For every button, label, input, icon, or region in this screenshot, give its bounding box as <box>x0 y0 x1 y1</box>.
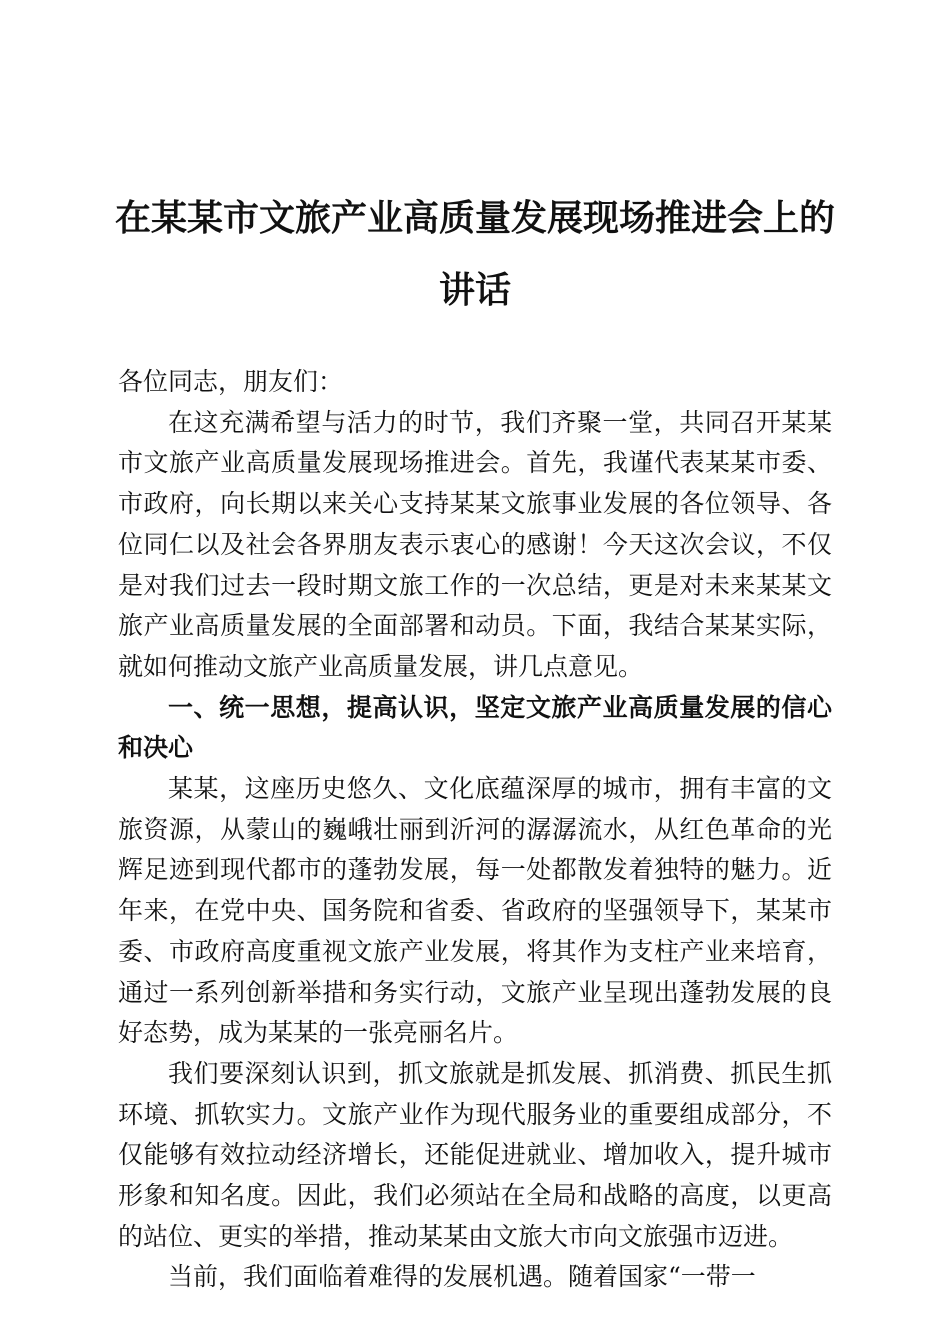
document-body <box>118 362 832 1298</box>
document-title-line-2: 讲话 <box>438 269 511 311</box>
paragraph-opportunities: 当前，我们面临着难得的发展机遇。随着国家“一带一 <box>168 1262 756 1292</box>
paragraph-intro: 在这充满希望与活力的时节，我们齐聚一堂，共同召开某某市文旅产业高质量发展现场推进会。首先，我谨代表某某市委、市政府，向长期以来关心支持某某文旅事业发展的各位领导、各位同仁以及社会各界朋友表示衷心的感谢！今天这次会议，不仅是对我们过去一段时期文旅工作的一次总结，更是对未来某某文旅产业高质量发展的全面部署和动员。下面，我结合某某实际，就如何推动文旅产业高质量发展，讲几点意见。 <box>118 407 832 681</box>
salutation: 各位同志，朋友们： <box>118 367 344 396</box>
section-heading-1: 一、统一思想，提高认识，坚定文旅产业高质量发展的信心和决心 <box>118 692 832 763</box>
paragraph-city-overview: 某某，这座历史悠久、文化底蕴深厚的城市，拥有丰富的文旅资源，从蒙山的巍峨壮丽到沂河的潺潺流水，从红色革命的光辉足迹到现代都市的蓬勃发展，每一处都散发着独特的魅力。近年来，在党中央、国务院和省委、省政府的坚强领导下，某某市委、市政府高度重视文旅产业发展，将其作为支柱产业来培育，通过一系列创新举措和务实行动，文旅产业呈现出蓬勃发展的良好态势，成为某某的一张亮丽名片。 <box>118 774 832 1048</box>
paragraph-importance: 我们要深刻认识到，抓文旅就是抓发展、抓消费、抓民生抓环境、抓软实力。文旅产业作为现代服务业的重要组成部分，不仅能够有效拉动经济增长，还能促进就业、增加收入，提升城市形象和知名度。因此，我们必须站在全局和战略的高度，以更高的站位、更实的举措，推动某某由文旅大市向文旅强市迈进。 <box>118 1058 832 1251</box>
document-title-line-1: 在某某市文旅产业高质量发展现场推进会上的 <box>114 197 835 239</box>
